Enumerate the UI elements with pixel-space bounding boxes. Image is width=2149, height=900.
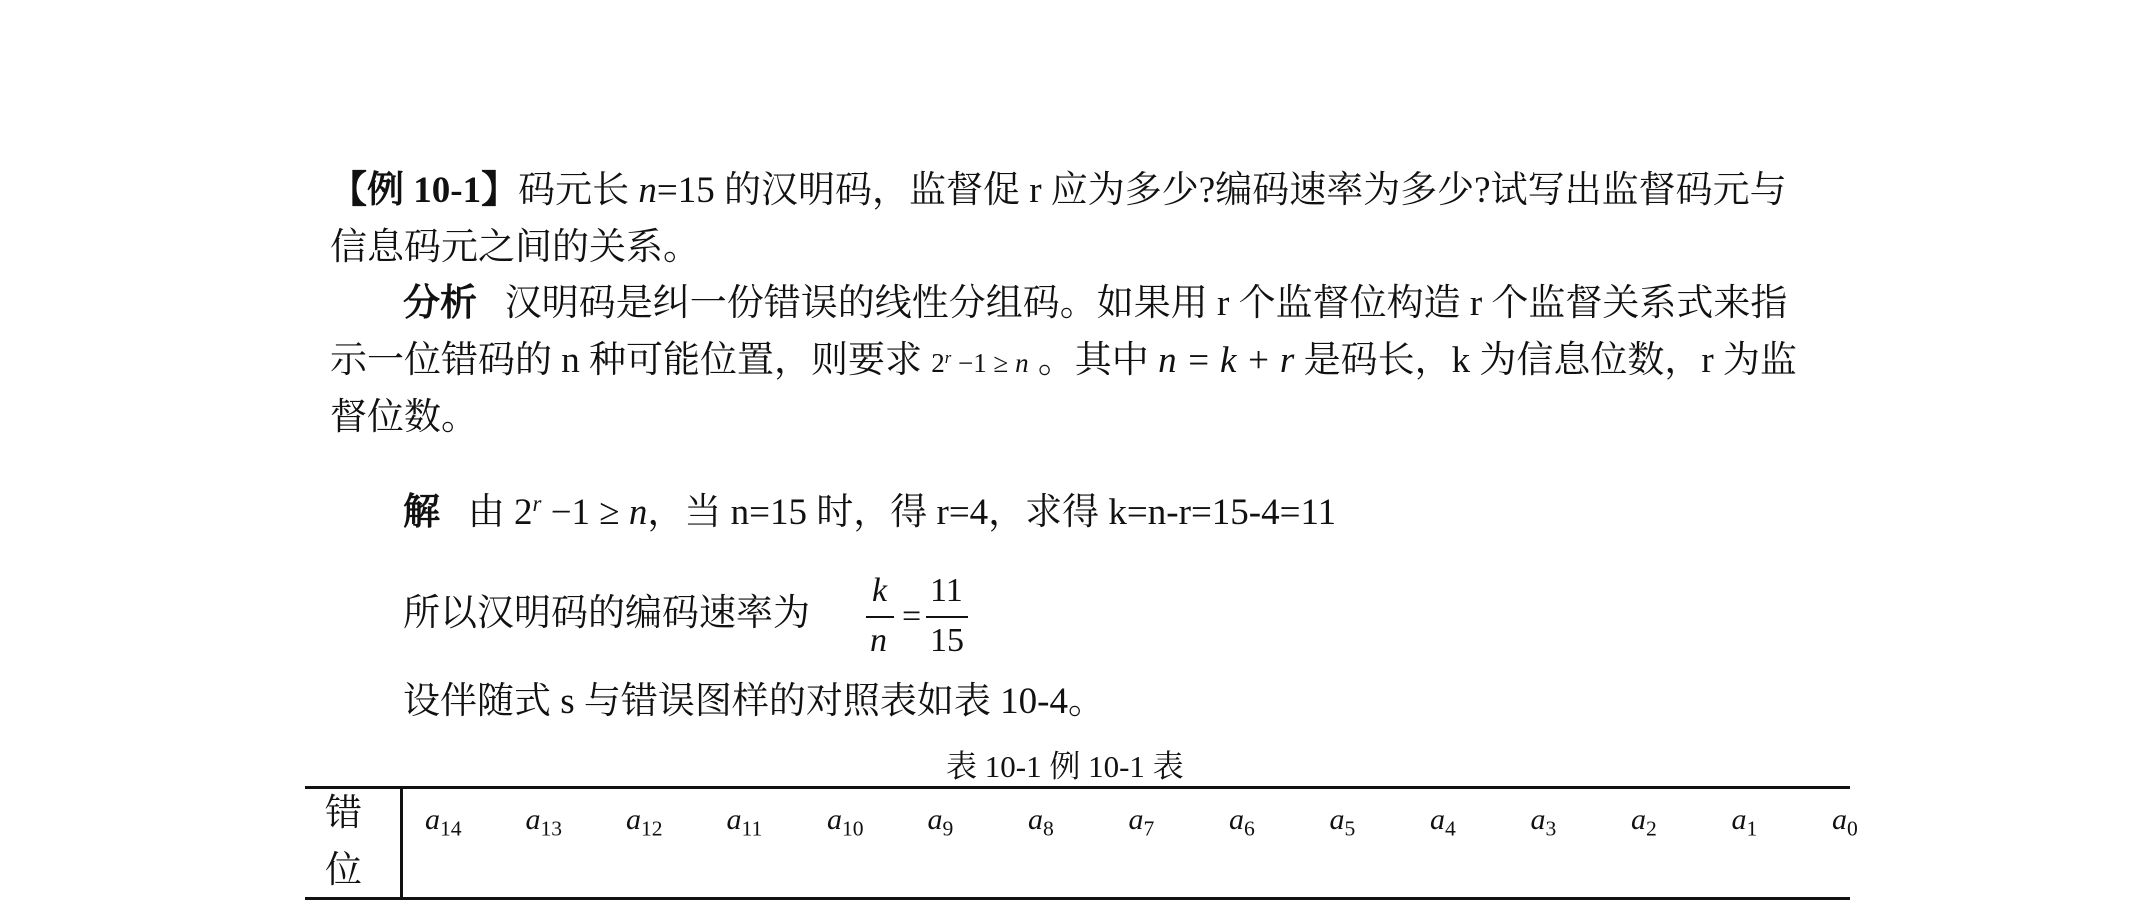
equation-n-k-r: n = k + r (1158, 340, 1295, 381)
table-col-a2 (1631, 803, 1657, 841)
code-rate-fraction (860, 572, 980, 662)
table-col-a8 (1028, 803, 1054, 841)
fraction-bar (926, 616, 968, 618)
col-subscript: 1 (1746, 816, 1758, 841)
table-caption: 表 10-1 例 10-1 表 (946, 749, 1184, 784)
col-subscript: 11 (741, 816, 763, 841)
col-subscript: 14 (440, 816, 462, 841)
col-subscript: 8 (1043, 816, 1054, 841)
table-col-a0 (1832, 803, 1858, 841)
example-line-2: 信息码元之间的关系。 (330, 227, 700, 268)
table-col-a7 (1129, 803, 1155, 841)
col-subscript: 4 (1445, 816, 1456, 841)
col-symbol: a (1329, 803, 1345, 836)
fraction-n: n (870, 622, 887, 659)
fraction-15: 15 (930, 622, 964, 659)
table-col-a13 (526, 803, 563, 841)
table-col-a4 (1430, 803, 1456, 841)
solution-text: 由 2 (467, 492, 533, 533)
solution-exp: r (532, 491, 542, 517)
example-heading: 【例 10-1】 (330, 170, 519, 211)
col-symbol: a (1832, 803, 1847, 836)
analysis-label: 分析 (403, 283, 477, 324)
example-text: 码元长 (518, 170, 639, 211)
col-symbol: a (1430, 803, 1445, 836)
col-symbol: a (1128, 803, 1144, 836)
col-symbol: a (1731, 803, 1747, 836)
rate-text: 所以汉明码的编码速率为 (403, 593, 810, 634)
col-symbol: a (1229, 803, 1244, 836)
table-header-wei: 位 (325, 850, 362, 891)
solution-text: ，当 n=15 时，得 r=4，求得 k=n-r=15-4=11 (647, 492, 1337, 533)
solution-n: n (628, 492, 648, 533)
col-symbol: a (525, 803, 541, 836)
col-subscript: 7 (1143, 816, 1155, 841)
col-subscript: 10 (842, 816, 864, 841)
table-col-a1 (1732, 803, 1758, 841)
example-text-cont: =15 的汉明码，监督促 r 应为多少?编码速率为多少?试写出监督码元与 (656, 170, 1787, 211)
analysis-line-1 (403, 285, 1787, 322)
table-header-cuo: 错 (325, 793, 362, 834)
table-col-a9 (928, 803, 954, 841)
col-symbol: a (1530, 803, 1546, 836)
table-col-a5 (1330, 803, 1356, 841)
col-subscript: 13 (540, 816, 563, 841)
col-symbol: a (425, 803, 440, 836)
fraction-11: 11 (930, 572, 963, 609)
analysis-text: 。其中 (1028, 340, 1159, 381)
solution-line (403, 491, 1337, 533)
example-line-1 (330, 172, 1787, 209)
analysis-line-3: 督位数。 (330, 397, 478, 438)
table-col-a6 (1229, 803, 1255, 841)
col-symbol: a (827, 803, 842, 836)
col-subscript: 3 (1545, 816, 1557, 841)
table-col-a12 (626, 803, 663, 841)
col-symbol: a (1631, 803, 1646, 836)
fraction-k: k (872, 572, 888, 609)
table-top-rule (305, 786, 1850, 789)
syndrome-text: 设伴随式 s 与错误图样的对照表如表 10-4。 (403, 681, 1105, 722)
col-symbol: a (927, 803, 943, 836)
fraction-bar (866, 616, 894, 618)
col-subscript: 9 (942, 816, 954, 841)
ineq-rest: −1 ≥ (951, 348, 1016, 378)
var-n: n (638, 170, 657, 211)
table-col-a3 (1531, 803, 1557, 841)
ineq-n: n (1015, 348, 1029, 378)
analysis-text: 汉明码是纠一份错误的线性分组码。如果用 r 个监督位构造 r 个监督关系式来指 (504, 283, 1788, 324)
col-subscript: 12 (641, 816, 663, 841)
solution-label: 解 (403, 492, 440, 533)
table-col-a14 (425, 803, 462, 841)
solution-text: −1 ≥ (541, 492, 629, 533)
analysis-line-2 (330, 342, 1797, 379)
table-column-divider (400, 789, 403, 900)
ineq-base: 2 (931, 348, 945, 378)
analysis-text: 示一位错码的 n 种可能位置，则要求 (330, 340, 932, 381)
fraction-equals: = (902, 598, 922, 635)
col-subscript: 0 (1847, 816, 1858, 841)
col-subscript: 6 (1244, 816, 1255, 841)
table-col-a11 (727, 803, 763, 841)
table-col-a10 (827, 803, 864, 841)
col-symbol: a (726, 803, 742, 836)
col-subscript: 2 (1646, 816, 1657, 841)
col-symbol: a (626, 803, 641, 836)
col-symbol: a (1028, 803, 1043, 836)
col-subscript: 5 (1344, 816, 1356, 841)
analysis-text: 是码长，k 为信息位数，r 为监 (1294, 340, 1797, 381)
ineq-exp: r (944, 347, 952, 367)
inequality (931, 348, 1028, 378)
